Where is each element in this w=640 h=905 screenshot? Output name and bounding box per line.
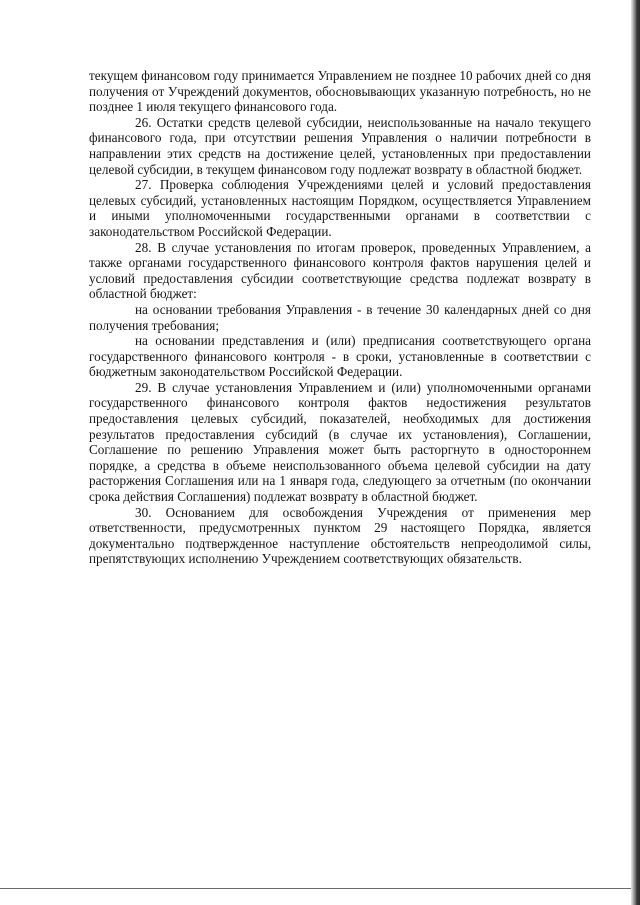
paragraph-29: 29. В случае установления Управлением и (или) уполномоченными органами государственного финансового контроля фактов недостижения результатов предоставления целевых субсидий, показателей, необходимых для достижения результатов предоставления субсидий (в случае их установления), Соглашении, Соглашение по решению Управления может быть расторгнуто в одностороннем порядке, а средства в объеме неиспользованного объема целевой субсидии на дату расторжения Соглашения или на 1 января года, следующего за отчетным (по окончании срока действия Соглашения) подлежат возврату в областной бюджет. — [89, 379, 591, 505]
paragraph-26: 26. Остатки средств целевой субсидии, неиспользованные на начало текущего финансового года, при отсутствии решения Управления о наличии потребности в направлении этих средств на достижение целей, установленных при предоставлении целевой субсидии, в текущем финансовом году подлежат возврату в областной бюджет. — [89, 114, 591, 177]
paragraph-30: 30. Основанием для освобождения Учреждения от применения мер ответственности, предусмотренных пунктом 29 настоящего Порядка, является документально подтвержденное наступление обстоятельств непреодолимой силы, препятствующих исполнению Учреждением соответствующих обязательств. — [89, 504, 591, 567]
paragraph-continuation: текущем финансовом году принимается Управлением не позднее 10 рабочих дней со дня получения от Учреждений документов, обосновывающих указанную потребность, но не позднее 1 июля текущего финансового года. — [89, 68, 591, 115]
scan-edge-shadow — [631, 0, 640, 905]
paragraph-28-item-2: на основании представления и (или) предписания соответствующего органа государственного финансового контроля - в сроки, установленные в соответствии с бюджетным законодательством Российской Федерации. — [89, 333, 591, 380]
document-body — [89, 68, 591, 567]
page-bottom-rule — [0, 888, 631, 889]
paragraph-28: 28. В случае установления по итогам проверок, проведенных Управлением, а также органами государственного финансового контроля фактов нарушения целей и условий предоставления субсидии соответствующие средства подлежат возврату в областной бюджет: — [89, 239, 591, 302]
paragraph-28-item-1: на основании требования Управления - в течение 30 календарных дней со дня получения требования; — [89, 301, 591, 333]
paragraph-27: 27. Проверка соблюдения Учреждениями целей и условий предоставления целевых субсидий, установленных настоящим Порядком, осуществляется Управлением и иными уполномоченными государственными органами в соответствии с законодательством Российской Федерации. — [89, 177, 591, 239]
